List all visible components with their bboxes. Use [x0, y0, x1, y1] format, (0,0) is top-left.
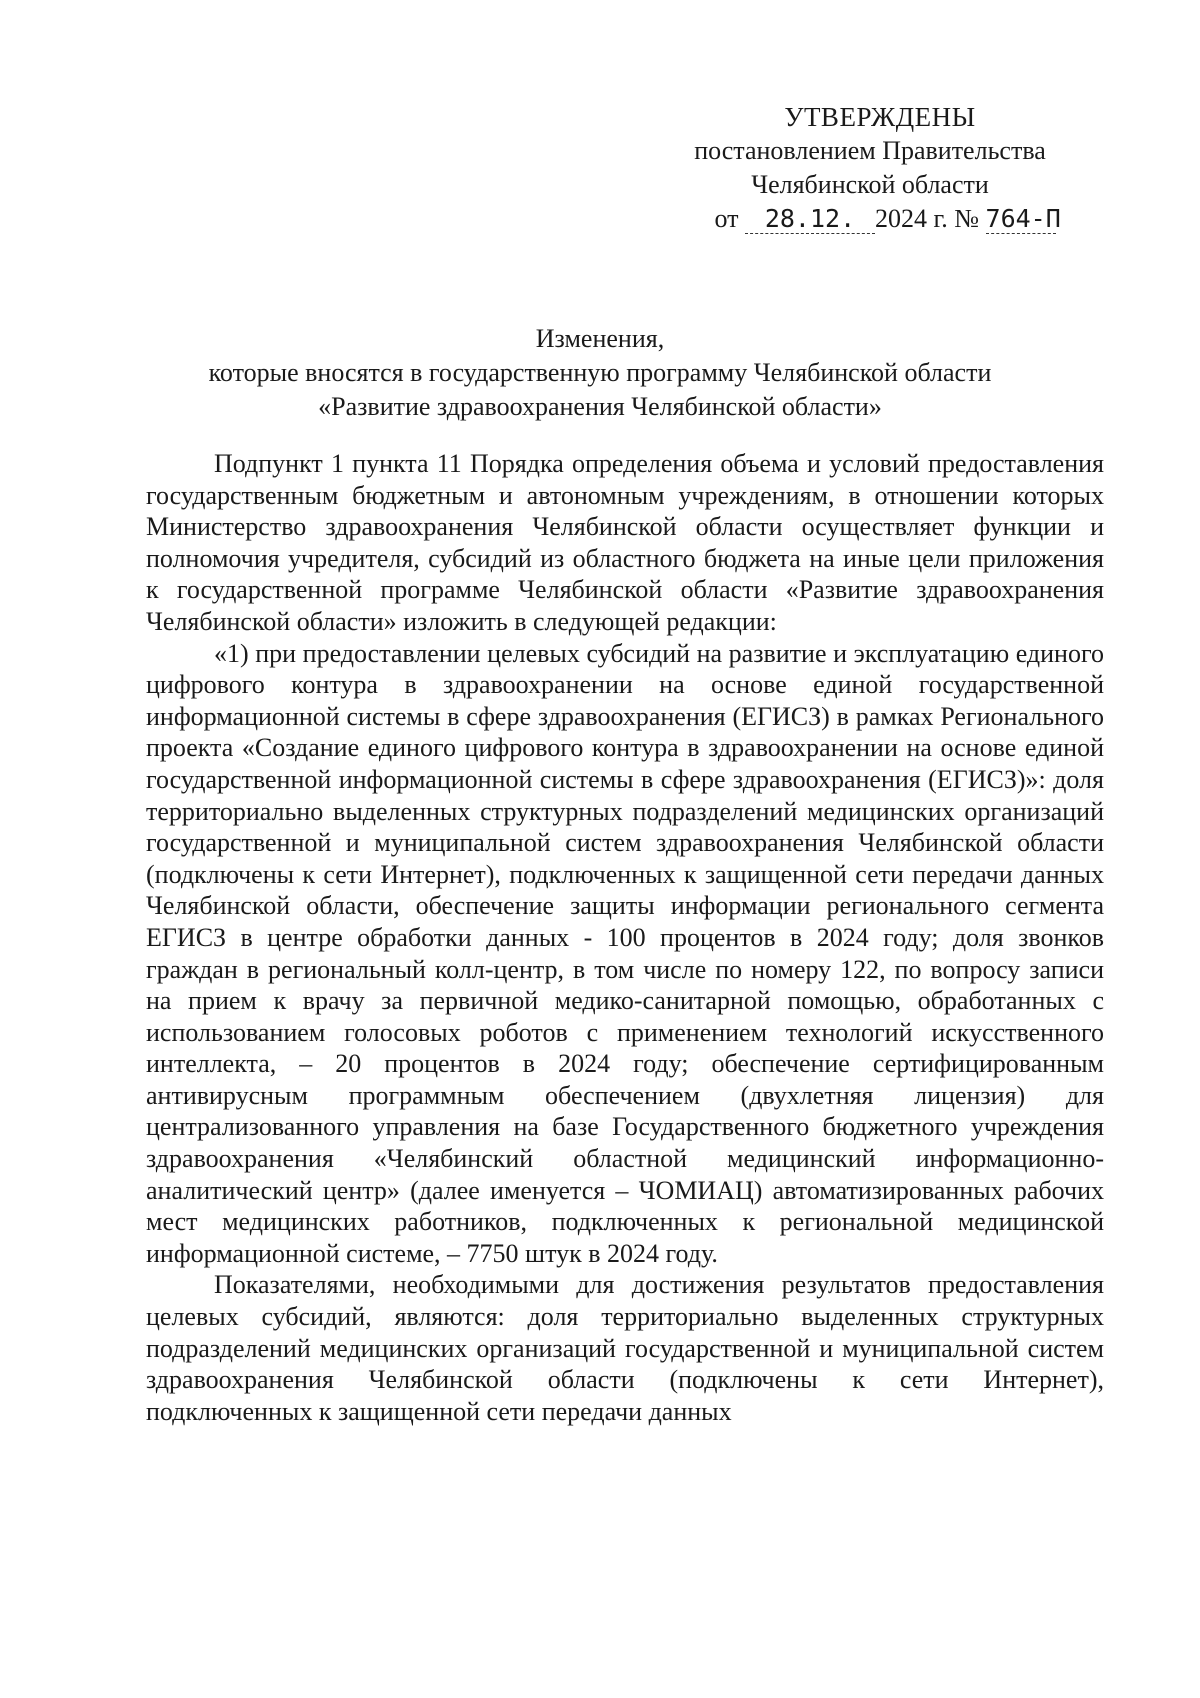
body-paragraph-1: Подпункт 1 пункта 11 Порядка определения объема и условий предоставления государственным бюджетным и автономным учреждениям, в отношении которых Министерство здравоохранения Челябинской области осуществляет функции и полномочия учредителя, субсидий из областного бюджета на иные цели приложения к государственной программе Челябинской области «Развитие здравоохранения Челябинской области» изложить в следующей редакции: [146, 449, 1104, 636]
title-line-changes: Изменения, [535, 324, 665, 353]
date-year-label: 2024 г. № [874, 204, 980, 233]
document-body [146, 448, 1104, 1427]
title-line-program-name: «Развитие здравоохранения Челябинской области» [318, 392, 882, 421]
approval-line-region: Челябинской области [751, 170, 989, 199]
document-title [130, 322, 1070, 424]
approval-line-resolution: постановлением Правительства [694, 136, 1046, 165]
date-filled-value: 28.12. [745, 205, 875, 234]
approval-block [640, 100, 1100, 236]
resolution-number: 764-П [985, 204, 1061, 233]
title-line-program: которые вносятся в государственную программу Челябинской области [208, 358, 992, 387]
approval-date-line [670, 202, 1100, 236]
body-paragraph-3: Показателями, необходимыми для достижения результатов предоставления целевых субсидий, являются: доля территориально выделенных структурных подразделений медицинских организаций государственной и муниципальной систем здравоохранения Челябинской области (подключены к сети Интернет), подключенных к защищенной сети передачи данных [146, 1270, 1104, 1426]
date-prefix: от [714, 204, 739, 233]
body-paragraph-2: «1) при предоставлении целевых субсидий на развитие и эксплуатацию единого цифрового контура в здравоохранении на основе единой государственной информационной системы в сфере здравоохранения (ЕГИСЗ) в рамках Регионального проекта «Создание единого цифрового контура в здравоохранении на основе единой государственной информационной системы в сфере здравоохранения (ЕГИСЗ)»: доля территориально выделенных структурных подразделений медицинских организаций государственной и муниципальной систем здравоохранения Челябинской области (подключены к сети Интернет), подключенных к защищенной сети передачи данных Челябинской области, обеспечение защиты информации регионального сегмента ЕГИСЗ в центре обработки данных - 100 процентов в 2024 году; доля звонков граждан в региональный колл-центр, в том числе по номеру 122, по вопросу записи на прием к врачу за первичной медико-санитарной помощью, обработанных с использованием голосовых роботов с применением технологий искусственного интеллекта, – 20 процентов в 2024 году; обеспечение сертифицированным антивирусным программным обеспечением (двухлетняя лицензия) для централизованного управления на базе Государственного бюджетного учреждения здравоохранения «Челябинский областной медицинский информационно-аналитический центр» (далее именуется – ЧОМИАЦ) автоматизированных рабочих мест медицинских работников, подключенных к региональной медицинской информационной системе, – 7750 штук в 2024 году. [146, 638, 1104, 1268]
approval-heading: УТВЕРЖДЕНЫ [784, 102, 976, 132]
